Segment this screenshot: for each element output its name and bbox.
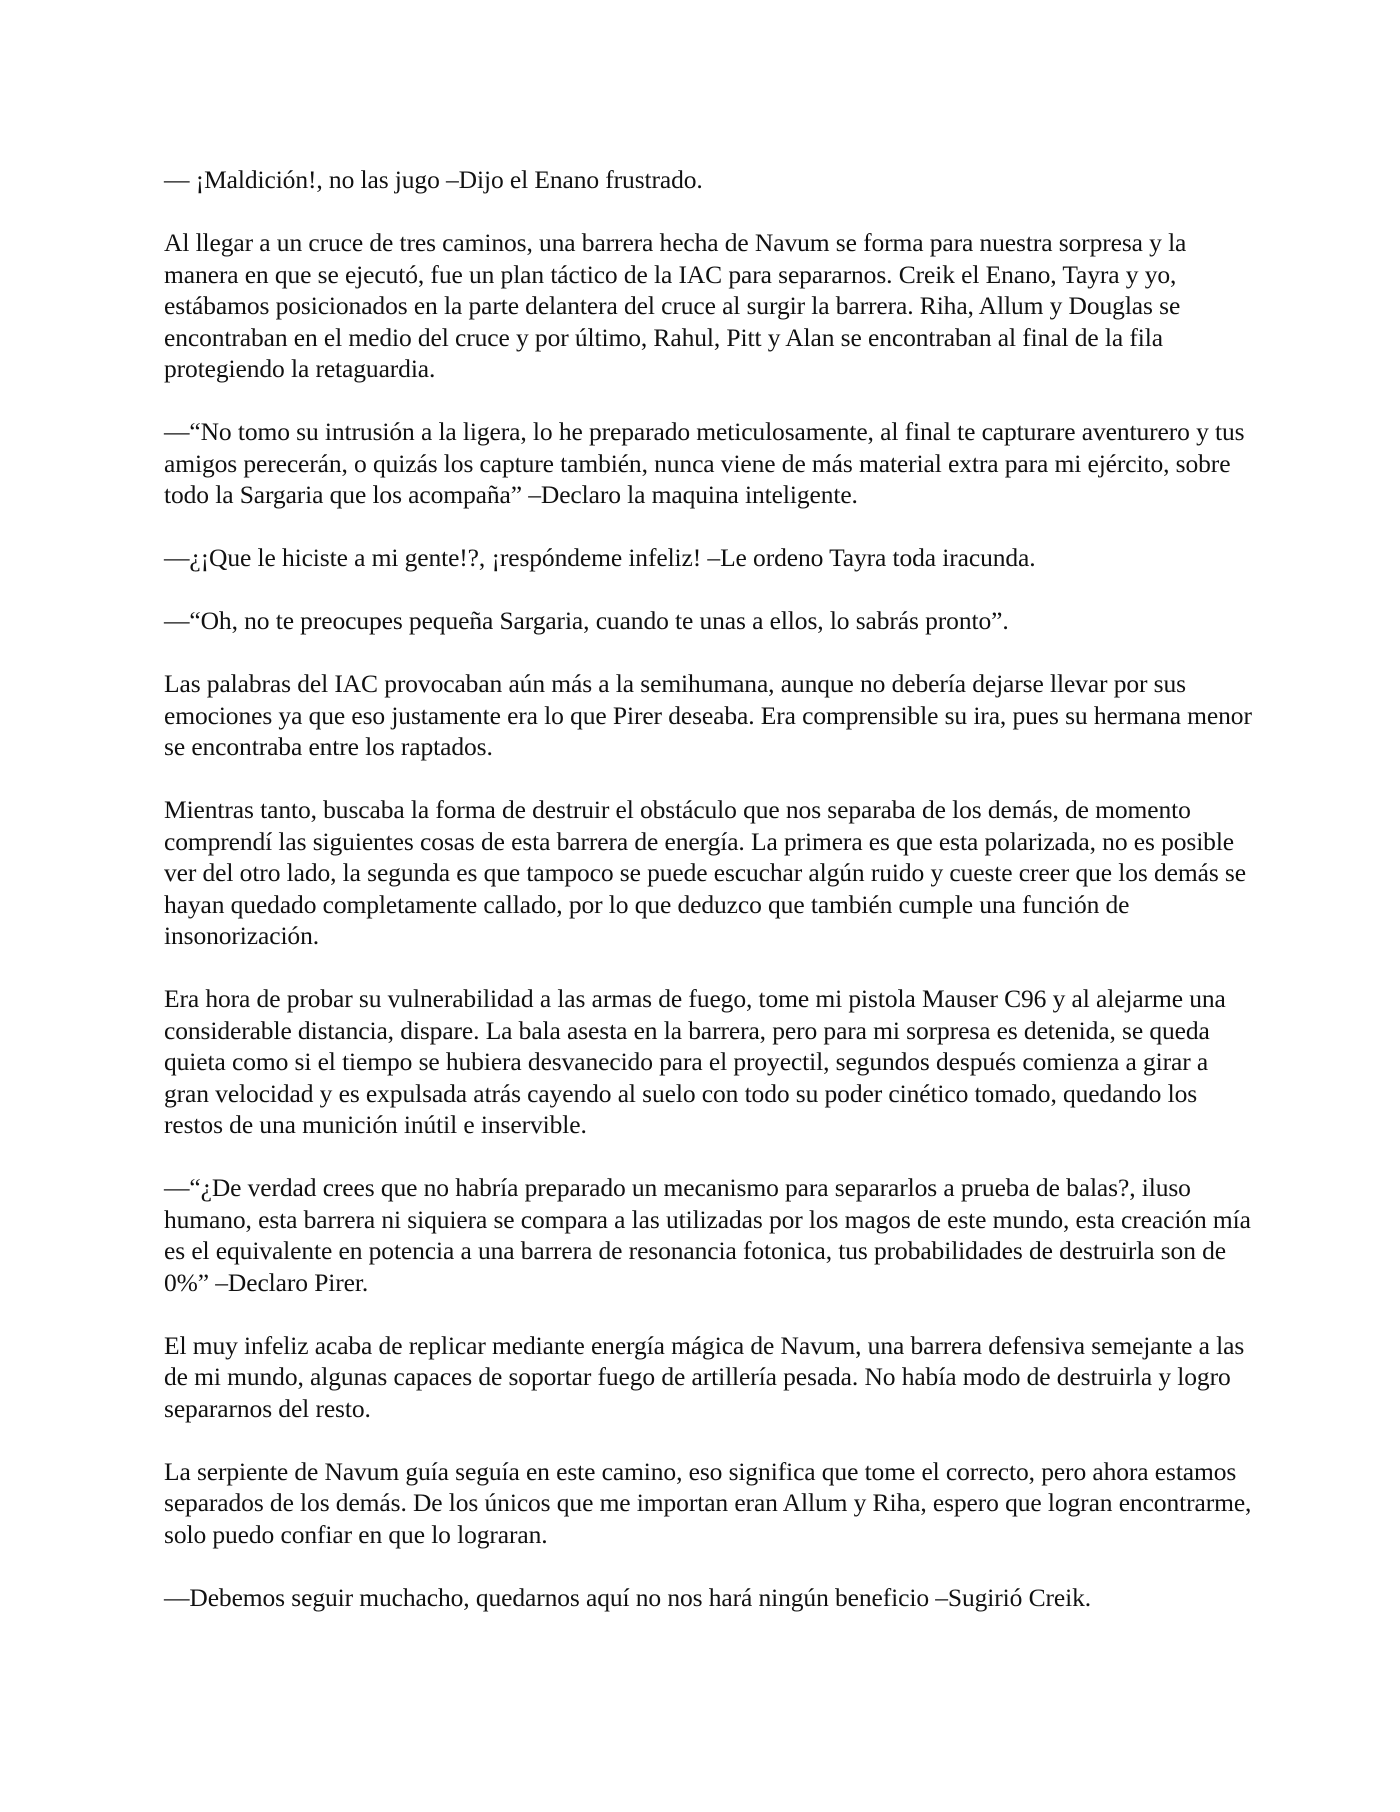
paragraph: —“¿De verdad crees que no habría preparado un mecanismo para separarlos a prueba de balas?, iluso humano, esta barrera ni siquiera se compara a las utilizadas por los magos de este mundo, esta creación mía es el equivalente en potencia a una barrera de resonancia fotonica, tus probabilidades de destruirla son de 0%” –Declaro Pirer. (164, 1173, 1251, 1297)
paragraph: Era hora de probar su vulnerabilidad a las armas de fuego, tome mi pistola Mauser C96 y al alejarme una considerable distancia, dispare. La bala asesta en la barrera, pero para mi sorpresa es detenida, se queda quieta como si el tiempo se hubiera desvanecido para el proyectil, segundos después comienza a girar a gran velocidad y es expulsada atrás cayendo al suelo con todo su poder cinético tomado, quedando los restos de una munición inútil e inservible. (164, 984, 1226, 1139)
paragraph: — ¡Maldición!, no las jugo –Dijo el Enano frustrado. (164, 165, 703, 194)
paragraph: —“Oh, no te preocupes pequeña Sargaria, cuando te unas a ellos, lo sabrás pronto”. (164, 606, 1009, 635)
paragraph: El muy infeliz acaba de replicar mediante energía mágica de Navum, una barrera defensiva semejante a las de mi mundo, algunas capaces de soportar fuego de artillería pesada. No había modo de destruirla y logro separarnos del resto. (164, 1330, 1245, 1423)
paragraph: Al llegar a un cruce de tres caminos, una barrera hecha de Navum se forma para nuestra sorpresa y la manera en que se ejecutó, fue un plan táctico de la IAC para separarnos. Creik el Enano, Tayra y yo, estábamos posicionados en la parte delantera del cruce al surgir la barrera. Riha, Allum y Douglas se encontraban en el medio del cruce y por último, Rahul, Pitt y Alan se encontraban al final de la fila protegiendo la retaguardia. (164, 228, 1187, 383)
paragraph: La serpiente de Navum guía seguía en este camino, eso significa que tome el correcto, pero ahora estamos separados de los demás. De los únicos que me importan eran Allum y Riha, espero que logran encontrarme, solo puedo confiar en que lo lograran. (164, 1456, 1252, 1549)
paragraph: Mientras tanto, buscaba la forma de destruir el obstáculo que nos separaba de los demás, de momento comprendí las siguientes cosas de esta barrera de energía. La primera es que esta polarizada, no es posible ver del otro lado, la segunda es que tampoco se puede escuchar algún ruido y cueste creer que los demás se hayan quedado completamente callado, por lo que deduzco que también cumple una función de insonorización. (164, 795, 1246, 950)
body-text (164, 164, 1254, 1613)
paragraph: —“No tomo su intrusión a la ligera, lo he preparado meticulosamente, al final te capturare aventurero y tus amigos perecerán, o quizás los capture también, nunca viene de más material extra para mi ejército, sobre todo la Sargaria que los acompaña” –Declaro la maquina inteligente. (164, 417, 1245, 509)
paragraph: Las palabras del IAC provocaban aún más a la semihumana, aunque no debería dejarse llevar por sus emociones ya que eso justamente era lo que Pirer deseaba. Era comprensible su ira, pues su hermana menor se encontraba entre los raptados. (164, 669, 1252, 761)
paragraph: —Debemos seguir muchacho, quedarnos aquí no nos hará ningún beneficio –Sugirió Creik. (164, 1582, 1091, 1612)
paragraph: —¿¡Que le hiciste a mi gente!?, ¡respóndeme infeliz! –Le ordeno Tayra toda iracunda. (164, 543, 1036, 572)
